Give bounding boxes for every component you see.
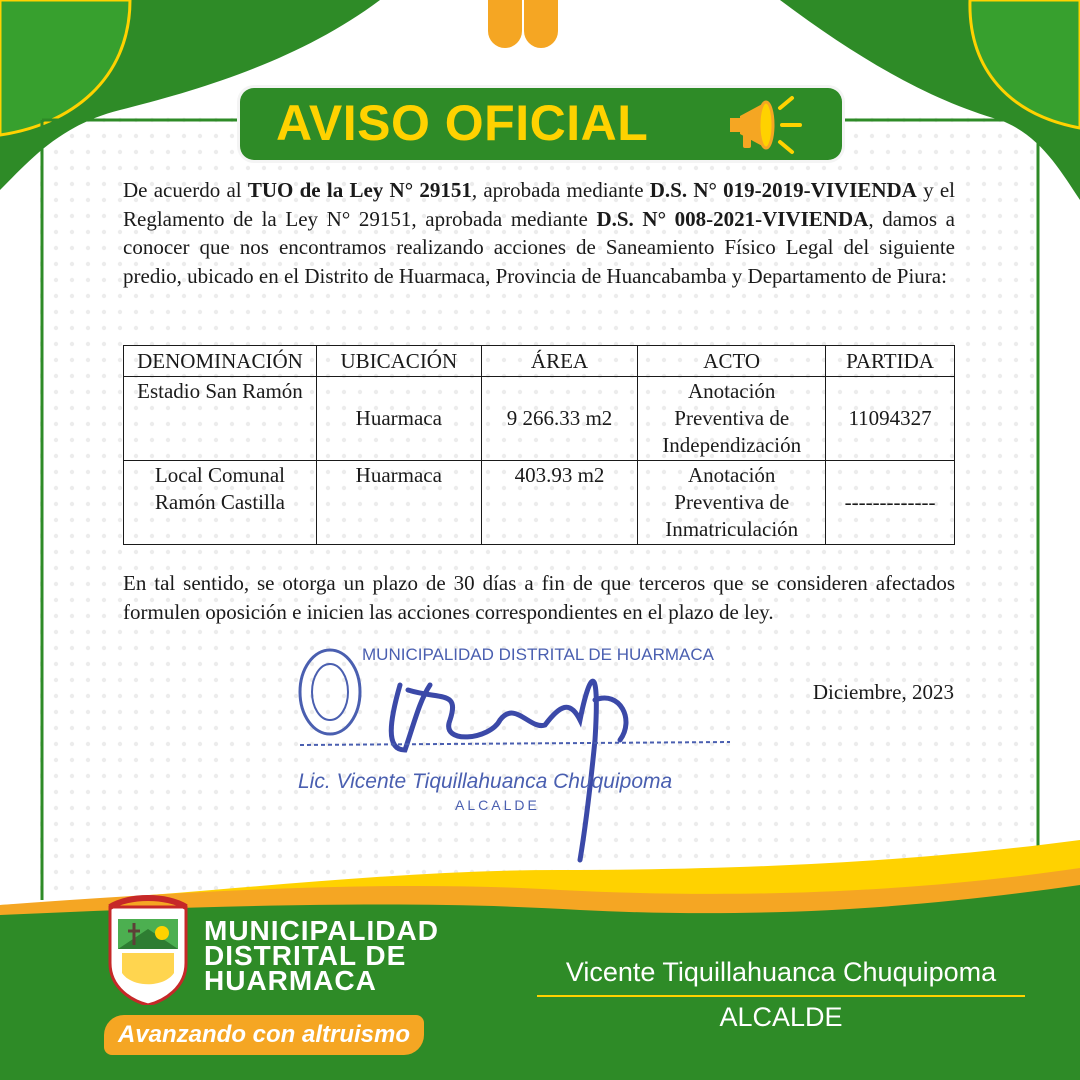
muni-line-1: MUNICIPALIDAD <box>204 915 439 946</box>
header-ubicacion: UBICACIÓN <box>316 346 481 377</box>
table-row <box>124 377 955 461</box>
header-denominacion: DENOMINACIÓN <box>124 346 317 377</box>
megaphone-icon <box>726 94 806 156</box>
cell-acto: Anotación Preventiva de Inmatriculación <box>638 461 826 545</box>
stamp-name: Lic. Vicente Tiquillahuanca Chuquipoma <box>298 770 673 793</box>
mayor-role: ALCALDE <box>719 1002 843 1032</box>
muni-line-2: DISTRITAL DE <box>204 940 407 971</box>
header-partida: PARTIDA <box>826 346 955 377</box>
intro-text-2: , aprobada mediante <box>471 178 650 202</box>
title-banner <box>240 88 842 160</box>
municipality-name <box>204 915 439 996</box>
mayor-name: Vicente Tiquillahuanca Chuquipoma <box>565 957 997 987</box>
header-acto: ACTO <box>638 346 826 377</box>
intro-text-1: De acuerdo al <box>123 178 248 202</box>
document-date: Diciembre, 2023 <box>812 680 954 704</box>
cell-ubicacion: Huarmaca <box>316 377 481 461</box>
table-header-row <box>124 346 955 377</box>
cell-ubicacion: Huarmaca <box>316 461 481 545</box>
cell-denominacion: Estadio San Ramón <box>124 377 317 461</box>
intro-text-4: , damos a conocer que nos encontramos realizando acciones de Saneamiento Físico Legal del siguiente predio, ubicado en el Distrito de Huarmaca, Provincia de Huancabamba y Departamento de Piura: <box>123 206 955 288</box>
stamp-role: ALCALDE <box>455 797 540 813</box>
cell-area: 9 266.33 m2 <box>481 377 638 461</box>
header-area: ÁREA <box>481 346 638 377</box>
cell-area: 403.93 m2 <box>481 461 638 545</box>
official-stamp <box>290 630 740 870</box>
intro-bold-law: TUO de la Ley N° 29151 <box>247 178 472 202</box>
stamp-institution: MUNICIPALIDAD DISTRITAL DE HUARMACA <box>362 645 715 664</box>
intro-bold-decree-1: D.S. N° 019-2019-VIVIENDA <box>649 178 917 202</box>
mayor-divider <box>537 995 1025 997</box>
muni-line-3: HUARMACA <box>204 965 377 996</box>
properties-table <box>123 345 955 545</box>
cell-partida: ------------- <box>826 461 955 545</box>
closing-paragraph: En tal sentido, se otorga un plazo de 30 días a fin de que terceros que se consideren afectados formulen oposición e inicien las acciones correspondientes en el plazo de ley. <box>123 571 955 624</box>
intro-bold-decree-2: D.S. N° 008-2021-VIVIENDA <box>596 206 869 231</box>
municipality-logo <box>104 893 192 1005</box>
cell-denominacion: Local Comunal Ramón Castilla <box>124 461 317 545</box>
slogan-badge: Avanzando con altruismo <box>104 1015 424 1055</box>
intro-text-3: y el Reglamento de la Ley N° 29151, aprobada mediante <box>123 178 955 231</box>
page-title: AVISO OFICIAL <box>276 95 649 151</box>
intro-paragraph <box>123 176 955 290</box>
cell-partida: 11094327 <box>826 377 955 461</box>
table-row <box>124 461 955 545</box>
decor-pill-right <box>524 0 558 48</box>
cell-acto: Anotación Preventiva de Independización <box>638 377 826 461</box>
decor-pill-left <box>488 0 522 48</box>
